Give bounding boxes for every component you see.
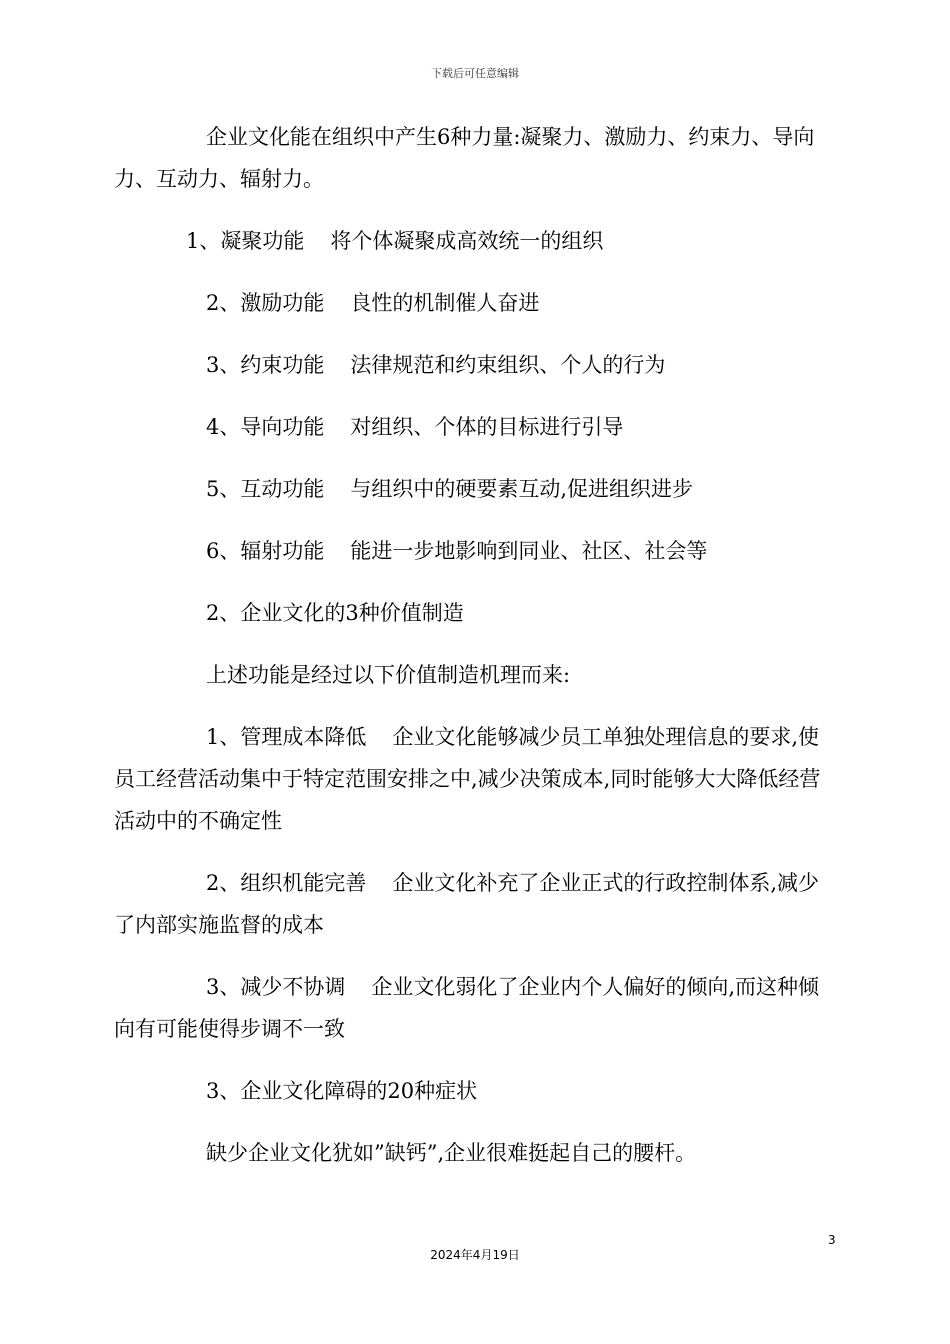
value-item-2: [114, 862, 836, 946]
function-label: 6、辐射功能: [206, 539, 325, 563]
value-description: 企业文化补充了企业正式的行政控制体系,减少了内部实施监督的成本: [114, 871, 820, 937]
function-item-2: [114, 282, 836, 324]
value-description: 企业文化弱化了企业内个人偏好的倾向,而这种倾向有可能使得步调不一致: [114, 975, 820, 1041]
page-number: 3: [828, 1233, 836, 1247]
function-description: 法律规范和约束组织、个人的行为: [350, 353, 666, 377]
function-label: 1、凝聚功能: [186, 229, 305, 253]
function-description: 能进一步地影响到同业、社区、社会等: [350, 539, 708, 563]
function-description: 对组织、个体的目标进行引导: [350, 415, 624, 439]
section-2-heading: 2、企业文化的3种价值制造: [206, 601, 464, 625]
page-footer-date: 2024年4月19日: [430, 1248, 520, 1262]
value-label: 3、减少不协调: [206, 975, 346, 999]
document-body: [114, 116, 836, 1174]
section-3-heading: 3、企业文化障碍的20种症状: [206, 1079, 478, 1103]
section-2-intro: 上述功能是经过以下价值制造机理而来:: [206, 663, 571, 687]
value-item-3: [114, 966, 836, 1050]
value-item-1: [114, 716, 836, 842]
function-description: 与组织中的硬要素互动,促进组织进步: [350, 477, 694, 501]
function-item-6: [114, 530, 836, 572]
page-header: 下载后可任意编辑: [431, 67, 519, 80]
function-description: 将个体凝聚成高效统一的组织: [330, 229, 604, 253]
section-3-intro: 缺少企业文化犹如”缺钙”,企业很难挺起自己的腰杆。: [206, 1141, 697, 1165]
function-item-1: [114, 220, 836, 262]
function-label: 3、约束功能: [206, 353, 325, 377]
function-label: 5、互动功能: [206, 477, 325, 501]
function-item-4: [114, 406, 836, 448]
value-description: 企业文化能够减少员工单独处理信息的要求,使员工经营活动集中于特定范围安排之中,减少决策成本,同时能够大大降低经营活动中的不确定性: [114, 725, 821, 833]
intro-paragraph: 企业文化能在组织中产生6种力量:凝聚力、激励力、约束力、导向力、互动力、辐射力。: [114, 125, 815, 191]
function-label: 2、激励功能: [206, 291, 325, 315]
function-description: 良性的机制催人奋进: [350, 291, 540, 315]
function-item-3: [114, 344, 836, 386]
value-label: 1、管理成本降低: [206, 725, 367, 749]
function-label: 4、导向功能: [206, 415, 325, 439]
value-label: 2、组织机能完善: [206, 871, 367, 895]
function-item-5: [114, 468, 836, 510]
